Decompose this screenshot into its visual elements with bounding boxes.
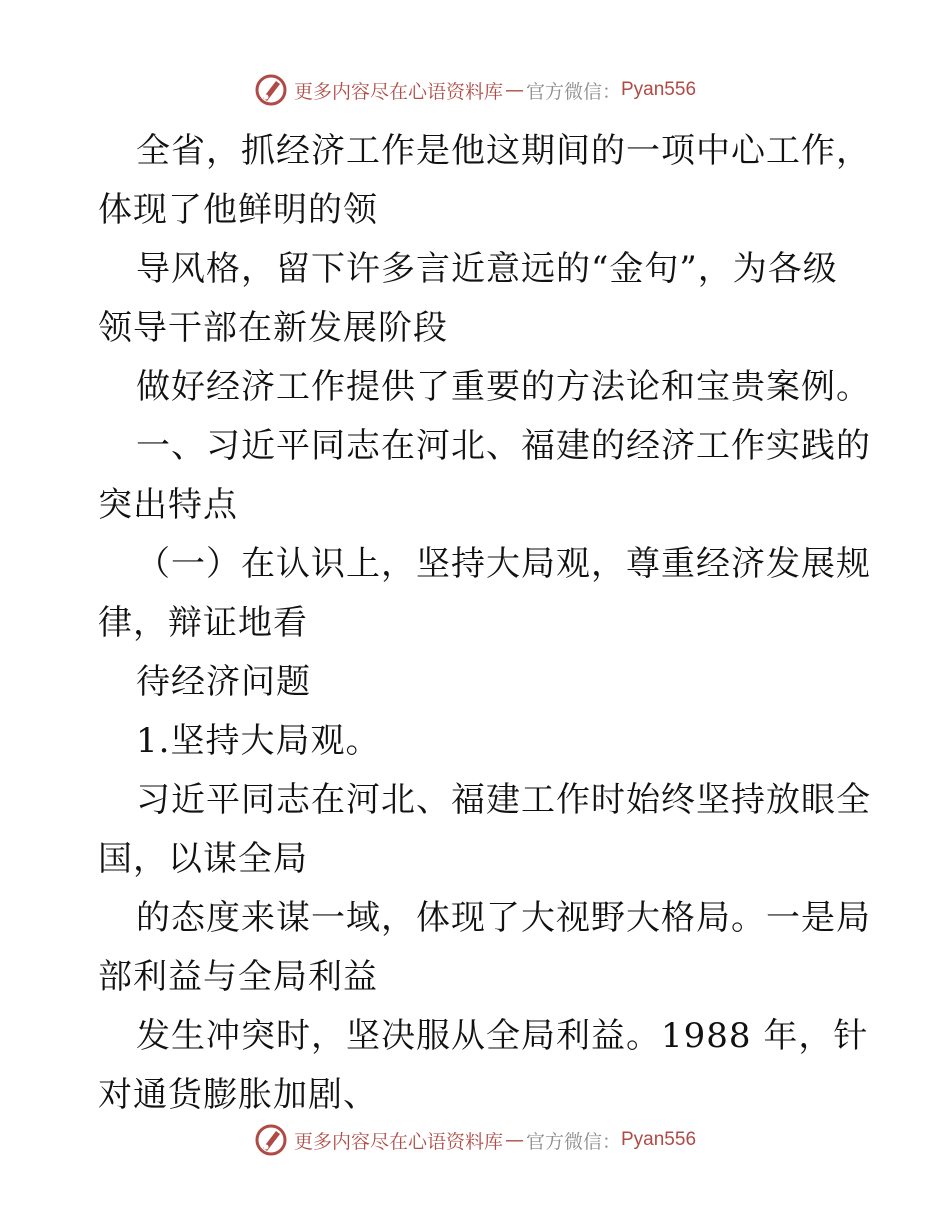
pen-logo-icon — [254, 73, 288, 107]
body-line: 领导干部在新发展阶段 — [98, 308, 448, 348]
header-wechat-label: 官方微信： — [525, 80, 621, 103]
footer-banner — [0, 1120, 950, 1160]
section-heading-cont: 突出特点 — [98, 485, 238, 525]
header-dash: — — [504, 79, 524, 101]
footer-wechat-label: 官方微信： — [525, 1130, 621, 1153]
document-body — [98, 122, 871, 1125]
pen-logo-icon — [254, 1123, 288, 1157]
body-line: 部利益与全局利益 — [98, 957, 378, 997]
body-line: 对通货膨胀加剧、 — [98, 1075, 378, 1115]
body-line: 体现了他鲜明的领 — [98, 190, 378, 230]
body-line: 导风格，留下许多言近意远的“金句”，为各级 — [136, 249, 838, 289]
body-line: 做好经济工作提供了重要的方法论和宝贵案例。 — [136, 367, 871, 407]
section-heading: 一、习近平同志在河北、福建的经济工作实践的 — [136, 426, 871, 466]
subsection-heading-cont: 律，辩证地看 — [98, 603, 308, 643]
header-wechat-id: Pyan556 — [621, 79, 697, 100]
body-line: 待经济问题 — [136, 662, 311, 702]
body-line: 发生冲突时，坚决服从全局利益。1988 年，针 — [136, 1016, 869, 1056]
body-line: 习近平同志在河北、福建工作时始终坚持放眼全 — [136, 780, 871, 820]
body-line: 的态度来谋一域，体现了大视野大格局。一是局 — [136, 898, 871, 938]
header-text: 更多内容尽在心语资料库 — [293, 80, 503, 103]
footer-wechat-id: Pyan556 — [621, 1129, 697, 1150]
footer-dash: — — [504, 1129, 524, 1151]
body-line: 国，以谋全局 — [98, 839, 308, 879]
subsection-heading: （一）在认识上，坚持大局观，尊重经济发展规 — [136, 544, 871, 584]
numbered-item: 1.坚持大局观。 — [136, 721, 381, 761]
header-banner — [0, 70, 950, 110]
footer-text: 更多内容尽在心语资料库 — [293, 1130, 503, 1153]
body-line: 全省，抓经济工作是他这期间的一项中心工作， — [136, 131, 871, 171]
